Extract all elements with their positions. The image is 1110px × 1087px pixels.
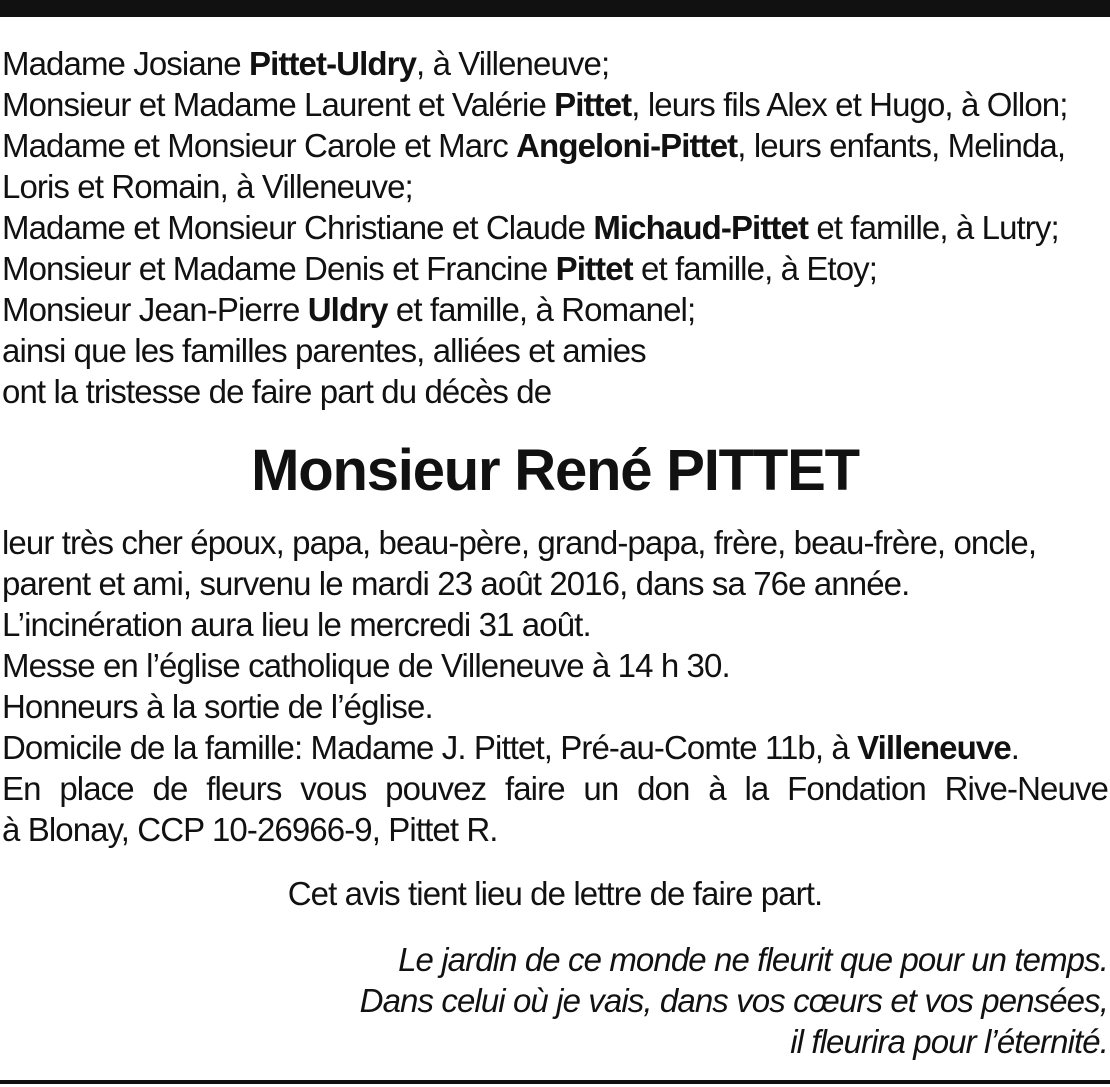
family-line: Loris et Romain, à Villeneuve;: [2, 168, 413, 205]
detail-line: Honneurs à la sortie de l’église.: [2, 688, 433, 725]
family-line: Monsieur et Madame Laurent et Valérie Pittet, leurs fils Alex et Hugo, à Ollon;: [2, 86, 1068, 123]
family-line: Madame Josiane Pittet-Uldry, à Villeneuve;: [2, 45, 610, 82]
detail-line: Domicile de la famille: Madame J. Pittet, Pré-au-Comte 11b, à Villeneuve.: [2, 729, 1020, 766]
poem-line: Dans celui où je vais, dans vos cœurs et vos pensées,: [359, 982, 1108, 1019]
family-line: Monsieur et Madame Denis et Francine Pittet et famille, à Etoy;: [2, 250, 878, 287]
notice-line: Cet avis tient lieu de lettre de faire part.: [287, 875, 823, 912]
poem-line: Le jardin de ce monde ne fleurit que pour un temps.: [398, 941, 1108, 978]
bottom-rule: [0, 1080, 1110, 1084]
detail-line: leur très cher époux, papa, beau-père, grand-papa, frère, beau-frère, oncle,: [2, 524, 1037, 561]
family-line: Madame et Monsieur Carole et Marc Angeloni-Pittet, leurs enfants, Melinda,: [2, 127, 1066, 164]
details-paragraph: [2, 522, 1108, 850]
detail-line: L’incinération aura lieu le mercredi 31 août.: [2, 606, 591, 643]
detail-line: parent et ami, survenu le mardi 23 août 2016, dans sa 76e année.: [2, 565, 910, 602]
family-list: [2, 43, 1108, 412]
family-line: Madame et Monsieur Christiane et Claude Michaud-Pittet et famille, à Lutry;: [2, 209, 1059, 246]
detail-line: à Blonay, CCP 10-26966-9, Pittet R.: [2, 811, 498, 848]
detail-line: Messe en l’église catholique de Villeneuve à 14 h 30.: [2, 647, 730, 684]
top-rule: [0, 0, 1110, 17]
family-line: Monsieur Jean-Pierre Uldry et famille, à Romanel;: [2, 291, 696, 328]
family-line: ainsi que les familles parentes, alliées et amies: [2, 332, 646, 369]
family-line: ont la tristesse de faire part du décès de: [2, 373, 552, 410]
detail-line: En place de fleurs vous pouvez faire un don à la Fondation Rive-Neuve: [2, 770, 1108, 807]
deceased-name: Monsieur René PITTET: [251, 438, 859, 503]
closing-poem: [108, 939, 1108, 1062]
poem-line: il fleurira pour l’éternité.: [790, 1023, 1108, 1060]
